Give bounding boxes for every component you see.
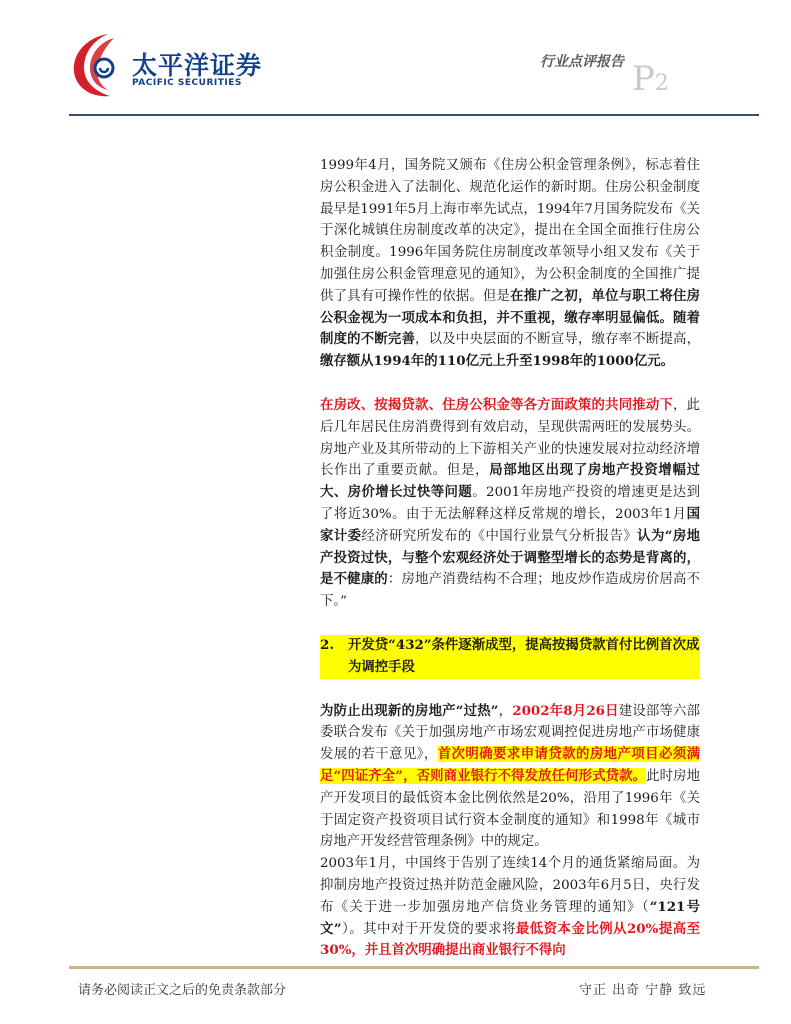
main-content xyxy=(320,155,700,962)
paragraph-policy-impact xyxy=(320,395,700,613)
red-emphasis-date: 2002年8月26日 xyxy=(512,702,619,719)
bold-text-run: 为防止出现新的房地产“过热” xyxy=(320,702,499,719)
text-run: 。2001年房地产投资的增速更是达到了将近30%。由于无法解释这样反常规的增长，2003年1月 xyxy=(320,485,701,522)
highlighted-red-emphasis-text: 首次明确要求申请贷款的房地产项目必须满足“四证齐全”，否则商业银行不得发放任何形式贷款。 xyxy=(320,746,700,784)
logo-chinese-name: 太平洋证券 xyxy=(132,51,263,80)
red-emphasis-text: 在房改、按揭贷款、住房公积金等各方面政策的共同推动下 xyxy=(320,396,674,413)
page-header xyxy=(0,0,791,122)
page-number xyxy=(632,59,669,101)
spacer xyxy=(320,613,700,635)
bold-text-run: 局部地区出现了房地产投资增幅过大、房价增长过快等问题 xyxy=(320,462,701,501)
text-run: 经济研究所发布的《中国行业景气分析报告》 xyxy=(361,528,638,544)
text-run: 建设部等六部委联合发布《关于加强房地产市场宏观调控促进房地产市场健康发展的若干意见》， xyxy=(320,703,701,763)
spacer xyxy=(320,679,700,701)
bold-text-run: 在推广之初，单位与职工将住房公积金视为一项成本和负担，并不重视，缴存率明显偏低。随着制度的不断完善 xyxy=(320,287,700,348)
paragraph-housing-fund xyxy=(320,155,700,373)
company-motto: 守正 出奇 宁静 致远 xyxy=(579,983,707,998)
paragraph-document-121 xyxy=(320,853,700,962)
text-run: ：房地产消费结构不合理；地皮炒作造成房价居高不下。” xyxy=(320,572,700,610)
bold-text-run: 国家计委 xyxy=(320,505,700,544)
page-number-letter: P xyxy=(632,59,655,99)
section-heading xyxy=(320,635,700,679)
text-run: 1999年4月，国务院又颁布《住房公积金管理条例》，标志着住房公积金进入了法制化、规范化运作的新时期。住房公积金制度最早是1991年5月上海市率先试点，1994年7月国务院发布《关于深化城镇住房制度改革的决定》，提出在全国全面推行住房公积金制度。1996年国务院住房制度改革领导小组又发布《关于加强住房公积金管理意见的通知》，为公积金制度的全国推广提供了具有可操作性的依据。但是 xyxy=(320,158,700,304)
section-number: 2. xyxy=(320,636,334,653)
bold-text-run: 认为“房地产投资过快，与整个宏观经济处于调整型增长的态势是背离的，是不健康的 xyxy=(320,527,701,588)
footer-divider xyxy=(69,966,759,969)
text-run: ）。其中对于开发贷的要求将 xyxy=(341,921,516,937)
red-emphasis-text: 最低资本金比例从20%提高至30%，并且首次明确提出商业银行不得向 xyxy=(320,920,701,959)
report-type-label: 行业点评报告 xyxy=(540,54,624,70)
header-divider xyxy=(69,114,759,116)
logo-english-name: PACIFIC SECURITIES xyxy=(132,78,242,88)
disclaimer-note: 请务必阅读正文之后的免责条款部分 xyxy=(78,983,287,998)
section-title-line1: 开发贷“432”条件逐渐成型，提高按揭贷款首付比例首次成 xyxy=(348,636,700,653)
text-run: ，以及中央层面的不断宣导，缴存率不断提高， xyxy=(415,332,700,348)
text-run: 此时房地产开发项目的最低资本金比例依然是20%，沿用了1996年《关于固定资产投资项目试行资本金制度的通知》和1998年《城市房地产开发经营管理条例》中的规定。 xyxy=(320,768,700,850)
text-run: 2003年1月，中国终于告别了连续14个月的通货紧缩局面。为抑制房地产投资过热并防范金融风险，2003年6月5日，央行发布《关于进一步加强房地产信贷业务管理的通知》（ xyxy=(320,856,700,915)
section-title-line2: 为调控手段 xyxy=(348,658,415,675)
paragraph-four-certificates xyxy=(320,701,700,854)
bold-text-run: 缴存额从1994年的110亿元上升至1998年的1000亿元。 xyxy=(320,353,675,370)
company-logo xyxy=(70,30,263,100)
pacific-securities-logo-icon xyxy=(70,30,126,100)
bold-text-run: “121号文” xyxy=(320,898,700,937)
text-run: ，此后几年居民住房消费得到有效启动，呈现供需两旺的发展势头。房地产业及其所带动的上下游相关产业的快速发展对拉动经济增长作出了重要贡献。但是， xyxy=(320,397,700,479)
page-number-digit: 2 xyxy=(654,71,669,96)
spacer xyxy=(320,373,700,395)
text-run: ， xyxy=(498,703,513,719)
